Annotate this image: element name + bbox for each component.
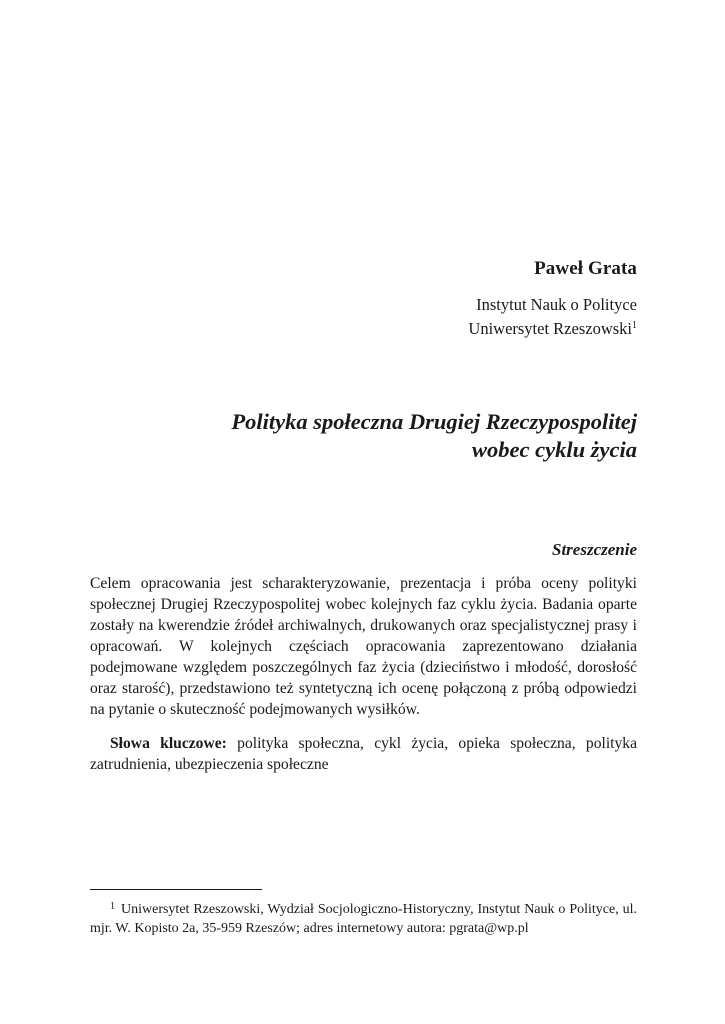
author-name: Paweł Grata: [534, 258, 637, 279]
article-title: [231, 408, 637, 464]
footnote-marker: 1: [110, 901, 115, 912]
article-title-line-2: wobec cyklu życia: [472, 437, 637, 462]
keywords-text: polityka społeczna, cykl życia, opieka społeczna, polityka zatrudnienia, ubezpieczenia społeczne: [90, 735, 638, 773]
article-title-line-1: Polityka społeczna Drugiej Rzeczypospolitej: [231, 409, 637, 434]
author-affiliation: [468, 294, 637, 339]
footnote-divider: [90, 889, 262, 890]
footnote-text: Uniwersytet Rzeszowski, Wydział Socjologiczno-Historyczny, Instytut Nauk o Polityce, ul. mjr. W. Kopisto 2a, 35-959 Rzeszów; adres internetowy autora: pgrata@wp.pl: [90, 902, 637, 936]
abstract-heading: Streszczenie: [552, 540, 637, 559]
keywords-label: Słowa kluczowe:: [110, 735, 227, 752]
affiliation-institute: Instytut Nauk o Polityce: [476, 295, 637, 314]
footnote: [90, 897, 637, 938]
keywords-paragraph: [90, 733, 637, 775]
abstract-body: Celem opracowania jest scharakteryzowanie, prezentacja i próba oceny polityki społecznej Drugiej Rzeczypospolitej wobec kolejnych faz cyklu życia. Badania oparte zostały na kwerendzie źródeł archiwalnych, drukowanych oraz specjalistycznej prasy i opracowań. W kolejnych częściach opracowania zaprezentowano działania podejmowane względem poszczególnych faz życia (dzieciństwo i młodość, dorosłość oraz starość), przedstawiono też syntetyczną ich ocenę połączoną z próbą odpowiedzi na pytanie o skuteczność podejmowanych wysiłków.: [90, 575, 637, 718]
affiliation-university: [468, 315, 637, 339]
affiliation-university-name: Uniwersytet Rzeszowski: [468, 319, 632, 338]
footnote-reference: 1: [632, 320, 637, 331]
